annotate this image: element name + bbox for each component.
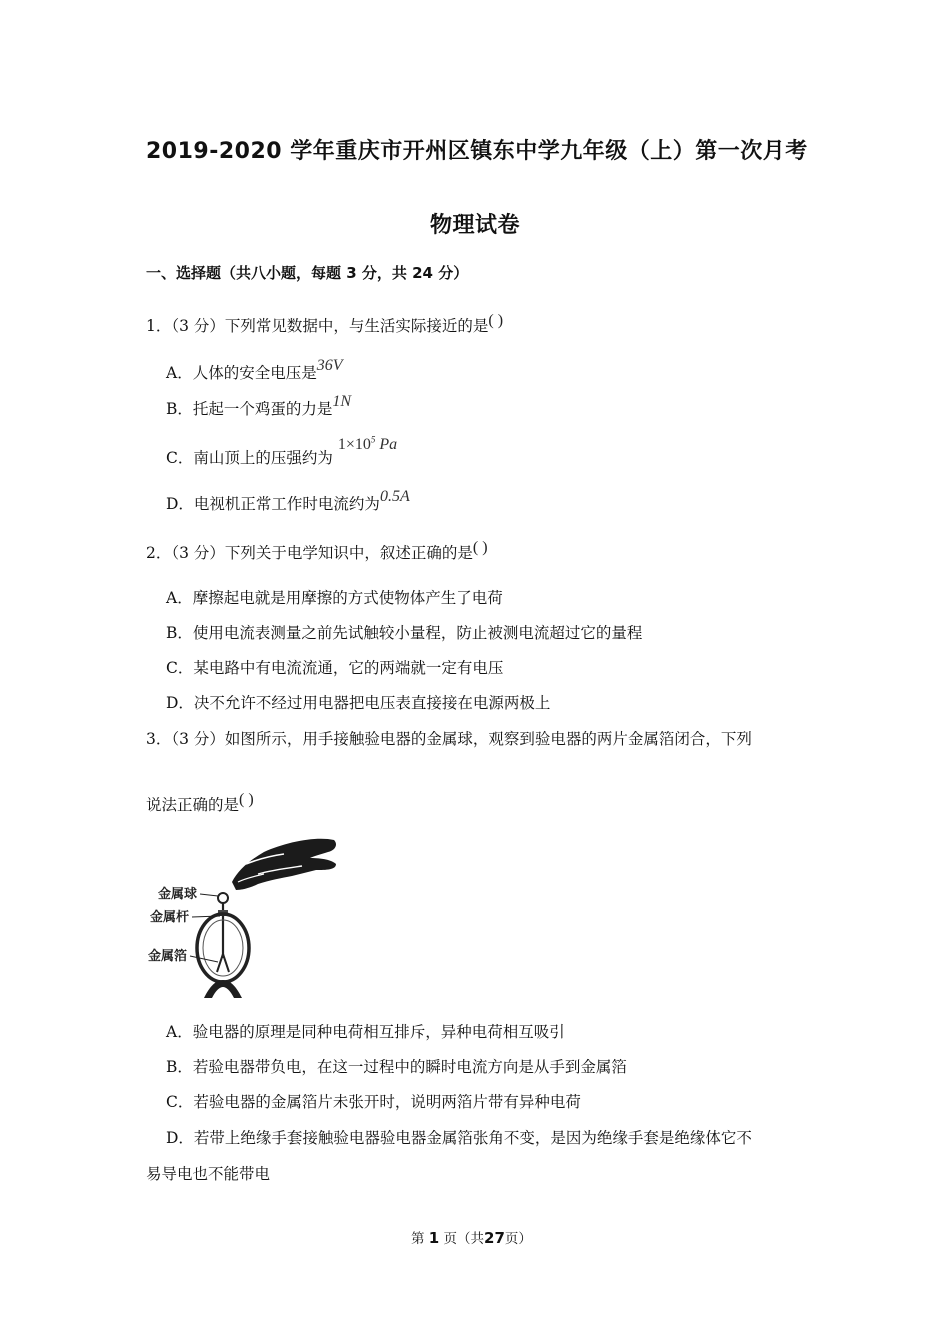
question-3-option-a: A．验电器的原理是同种电荷相互排斥，异种电荷相互吸引 <box>166 1023 565 1041</box>
electroscope-figure <box>146 830 341 1002</box>
formula: 36V <box>316 357 343 374</box>
hand-illustration <box>232 839 336 890</box>
question-1-stem <box>146 314 503 336</box>
metal-ball <box>218 893 228 903</box>
formula-exponent: 5 <box>370 434 376 445</box>
option-text: A．人体的安全电压是 <box>166 364 317 382</box>
question-1-text: 1．（3 分）下列常见数据中，与生活实际接近的是 <box>146 317 489 335</box>
question-2-option-a: A．摩擦起电就是用摩擦的方式使物体产生了电荷 <box>166 589 503 607</box>
question-2-option-d: D．决不允许不经过用电器把电压表直接接在电源两极上 <box>166 694 551 712</box>
metal-foil <box>217 954 229 972</box>
question-2-option-b: B．使用电流表测量之前先试触较小量程，防止被测电流超过它的量程 <box>166 624 643 642</box>
label-metal-ball: 金属球 <box>158 887 198 902</box>
question-1-option-d <box>166 488 410 514</box>
question-2-stem <box>146 541 488 563</box>
footer-suffix: 页） <box>504 1231 532 1247</box>
footer-total-pages: 27 <box>484 1229 505 1247</box>
footer-mid: 页（共 <box>443 1231 485 1247</box>
answer-paren: ( ) <box>488 312 504 329</box>
answer-paren: ( ) <box>472 539 488 556</box>
page-footer <box>411 1227 532 1247</box>
footer-prefix: 第 <box>411 1231 425 1247</box>
footer-page-number: 1 <box>428 1229 440 1247</box>
option-text: D．电视机正常工作时电流约为 <box>166 495 380 513</box>
stand-base <box>204 980 242 998</box>
formula-base: 1×10 <box>337 436 371 453</box>
question-3-stem-line1: 3．（3 分）如图所示，用手接触验电器的金属球，观察到验电器的两片金属箔闭合，下列 <box>146 730 752 748</box>
question-2-text: 2．（3 分）下列关于电学知识中，叙述正确的是 <box>146 544 473 562</box>
page-title-line2: 物理试卷 <box>430 213 521 238</box>
question-3-option-d-line1: D．若带上绝缘手套接触验电器验电器金属箔张角不变，是因为绝缘手套是绝缘体它不 <box>166 1129 752 1147</box>
formula <box>338 436 397 453</box>
option-text: B．托起一个鸡蛋的力是 <box>166 400 333 418</box>
question-3-option-c: C．若验电器的金属箔片未张开时，说明两箔片带有异种电荷 <box>166 1093 581 1111</box>
answer-paren: ( ) <box>239 791 254 808</box>
section-header: 一、选择题（共八小题，每题 3 分，共 24 分） <box>146 264 469 282</box>
page-title-line1: 2019-2020 学年重庆市开州区镇东中学九年级（上）第一次月考 <box>146 139 808 164</box>
formula: 1N <box>332 393 352 410</box>
question-3-option-b: B．若验电器带负电，在这一过程中的瞬时电流方向是从手到金属箔 <box>166 1058 627 1076</box>
label-metal-foil: 金属箔 <box>148 949 188 964</box>
question-1-option-b <box>166 393 352 419</box>
question-2-option-c: C．某电路中有电流流通，它的两端就一定有电压 <box>166 659 504 677</box>
question-3-stem-line2 <box>146 793 254 815</box>
question-1-option-a <box>166 357 343 383</box>
formula-unit: Pa <box>379 436 398 453</box>
question-3-option-d-line2: 易导电也不能带电 <box>146 1165 271 1183</box>
option-text: C．南山顶上的压强约为 <box>166 449 333 467</box>
formula: 0.5A <box>379 488 410 505</box>
question-3-text: 说法正确的是 <box>146 796 240 814</box>
label-metal-rod: 金属杆 <box>150 910 190 925</box>
